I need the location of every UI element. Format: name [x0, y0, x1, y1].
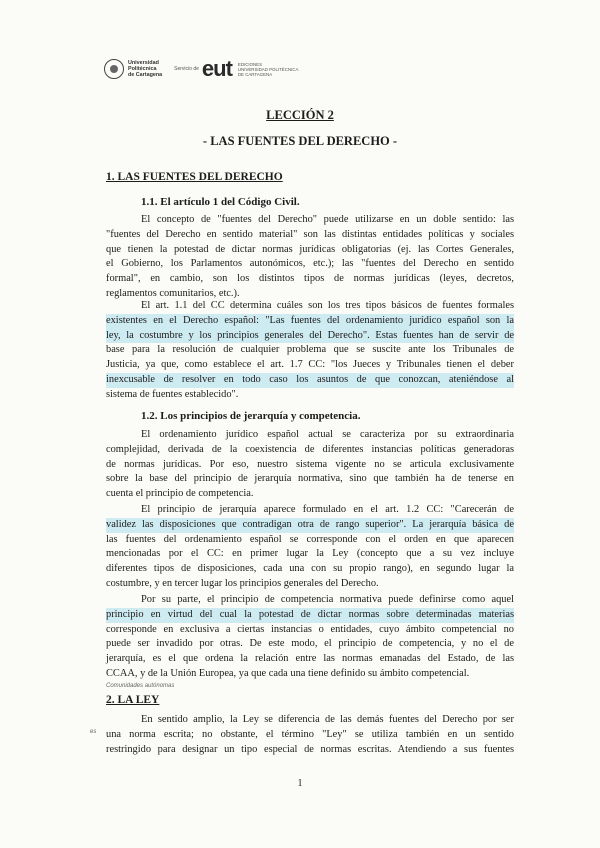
university-seal-icon: [104, 59, 124, 79]
paragraph-competence-principle: Por su parte, el principio de competencia normativa puede definirse como aquel principio en virtud del cual la potestad de dictar normas sobre determinadas materias corresponde en exclusiva a ciertas instancias o entidades, cuyo ámbito competencial no puede ser invadido por otras. De este modo, el principio de competencia, y no el de jerarquía, es el que ordena la relación entre las normas emanadas del Estado, de las CCAA, y de la Unión Europea, ya que cada una tiene definido su ámbito competencial.: [106, 594, 514, 679]
paragraph-law-definition: En sentido amplio, la Ley se diferencia de las demás fuentes del Derecho por ser una norma escrita; no obstante, el término "Ley" se utiliza también en un sentido restringido para designar un tipo especial de normas escritas. Atendiendo a sus fuentes: [106, 714, 514, 755]
paragraph-sources-concept: El concepto de "fuentes del Derecho" puede utilizarse en un doble sentido: las "fuentes del Derecho en sentido material" son las distintas entidades políticas y sociales que tienen la potestad de dictar normas jurídicas obligatorias (ej. las Cortes Generales, el Gobierno, los Parlamentos autonómicos, etc.); las "fuentes del Derecho en sentido formal", en cambio, son los distintos tipos de normas jurídicas (leyes, decretos, reglamentos comunitarios, etc.).: [106, 214, 514, 299]
subsection-1-1-heading: 1.1. El artículo 1 del Código Civil.: [141, 196, 300, 208]
section-2-heading: 2. LA LEY: [106, 694, 160, 706]
lesson-title: - LAS FUENTES DEL DERECHO -: [202, 134, 398, 148]
publisher-logo: eut: [201, 56, 232, 81]
paragraph-article-1-1: El art. 1.1 del CC determina cuáles son los tres tipos básicos de fuentes formales existentes en el Derecho español: "Las fuentes del ordenamiento jurídico español son la ley, la costumbre y los principios generales del Derecho". Estas fuentes han de servir de base para la resolución de cualquier problema que se suscite ante los Tribunales de Justicia, ya que, como establece el art. 1.7 CC: "los Jueces y Tribunales tienen el deber inexcusable de resolver en todo caso los asuntos de que conozcan, ateniéndose al sistema de fuentes establecido".: [106, 300, 514, 400]
publisher-subtitle: EDICIONES UNIVERSIDAD POLITÉCNICA DE CARTAGENA: [237, 61, 299, 77]
subsection-1-2-heading: 1.2. Los principios de jerarquía y competencia.: [141, 410, 361, 422]
margin-note: es: [90, 729, 97, 735]
section-1-heading: 1. LAS FUENTES DEL DERECHO: [106, 171, 283, 183]
paragraph-legal-complexity: El ordenamiento jurídico español actual se caracteriza por su extraordinaria complejidad, derivada de la coexistencia de diferentes instancias políticas generadoras de normas jurídicas. Por eso, nuestro sistema vigente no se articula exclusivamente sobre la base del principio de jerarquía normativa, sino que también ha de tenerse en cuenta el principio de competencia.: [106, 429, 514, 500]
header-separator: Servicio de: [174, 66, 199, 72]
page-number: 1: [297, 778, 303, 789]
page-header: [104, 54, 298, 84]
lesson-label: LECCIÓN 2: [266, 108, 334, 122]
handwritten-note: Comunidades autónomas: [106, 683, 175, 689]
university-name: Universidad Politécnica de Cartagena: [128, 60, 163, 78]
paragraph-hierarchy-principle: El principio de jerarquía aparece formulado en el art. 1.2 CC: "Carecerán de validez las disposiciones que contradigan otra de rango superior". La jerarquía básica de las fuentes del ordenamiento español se corresponde con el orden en que aparecen mencionadas por el CC: en primer lugar la Ley (concepto que a su vez incluye diferentes tipos de disposiciones, cada una con su propio rango), en segundo lugar la costumbre, y en tercer lugar los principios generales del Derecho.: [106, 504, 514, 589]
